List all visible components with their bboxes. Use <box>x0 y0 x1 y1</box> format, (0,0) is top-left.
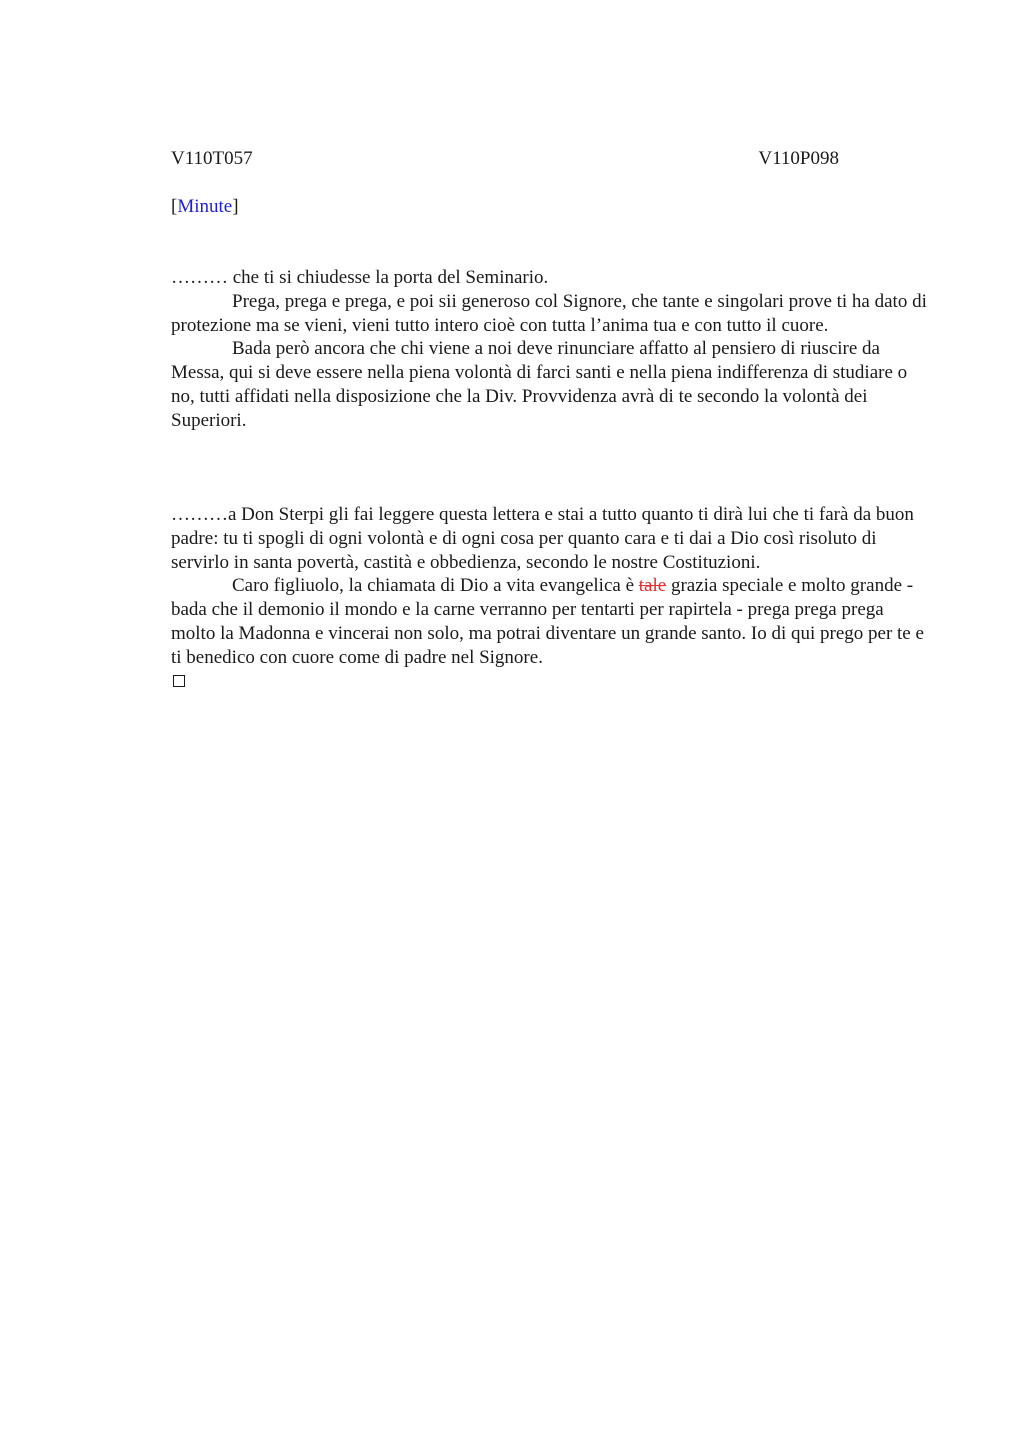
minute-link[interactable]: Minute <box>177 196 233 217</box>
letter-fragment-2 <box>171 503 929 670</box>
tag-open-bracket: [ <box>171 196 178 217</box>
fragment-1-paragraph-1: Prega, prega e prega, e poi sii generoso col Signore, che tante e singolari prove ti ha dato di protezione ma se vieni, vieni tutto intero cioè con tutta l’anima tua e con tutto il cuore. <box>171 290 927 336</box>
checkbox-square-icon <box>173 675 185 687</box>
paragraph-text-before-deletion: Caro figliuolo, la chiamata di Dio a vita evangelica è <box>232 575 639 597</box>
header-codes <box>171 147 839 171</box>
fragment-2-opening-paragraph: ………a Don Sterpi gli fai leggere questa lettera e stai a tutto quanto ti dirà lui che ti farà da buon padre: tu ti spogli di ogni volontà e di ogni cosa per quanto cara e ti dai a Dio così risoluto di servirlo in santa povertà, castità e obbedienza, secondo le nostre Costituzioni. <box>171 504 914 573</box>
fragment-2-paragraph-1 <box>171 574 929 669</box>
document-code-right: V110P098 <box>758 148 839 169</box>
fragment-1-paragraph-2: Bada però ancora che chi viene a noi deve rinunciare affatto al pensiero di riuscire da Messa, qui si deve essere nella piena volontà di farci santi e nella piena indifferenza di studiare o no, tutti affidati nella disposizione che la Div. Provvidenza avrà di te secondo la volontà dei Superiori. <box>171 338 908 431</box>
document-type-tag <box>171 195 239 219</box>
letter-fragment-1 <box>171 266 929 433</box>
paragraph-text-after-deletion: grazia speciale e molto grande - bada che il demonio il mondo e la carne verranno per tentarti per rapirtela - prega prega prega molto la Madonna e vincerai non solo, ma potrai diventare un grande santo. Io di qui prego per te e ti benedico con cuore come di padre nel Signore. <box>171 575 924 668</box>
tag-close-bracket: ] <box>232 196 239 217</box>
fragment-1-opening-line: ……… che ti si chiudesse la porta del Seminario. <box>171 267 549 288</box>
document-code-left: V110T057 <box>171 148 253 169</box>
deleted-word: tale <box>638 575 667 597</box>
